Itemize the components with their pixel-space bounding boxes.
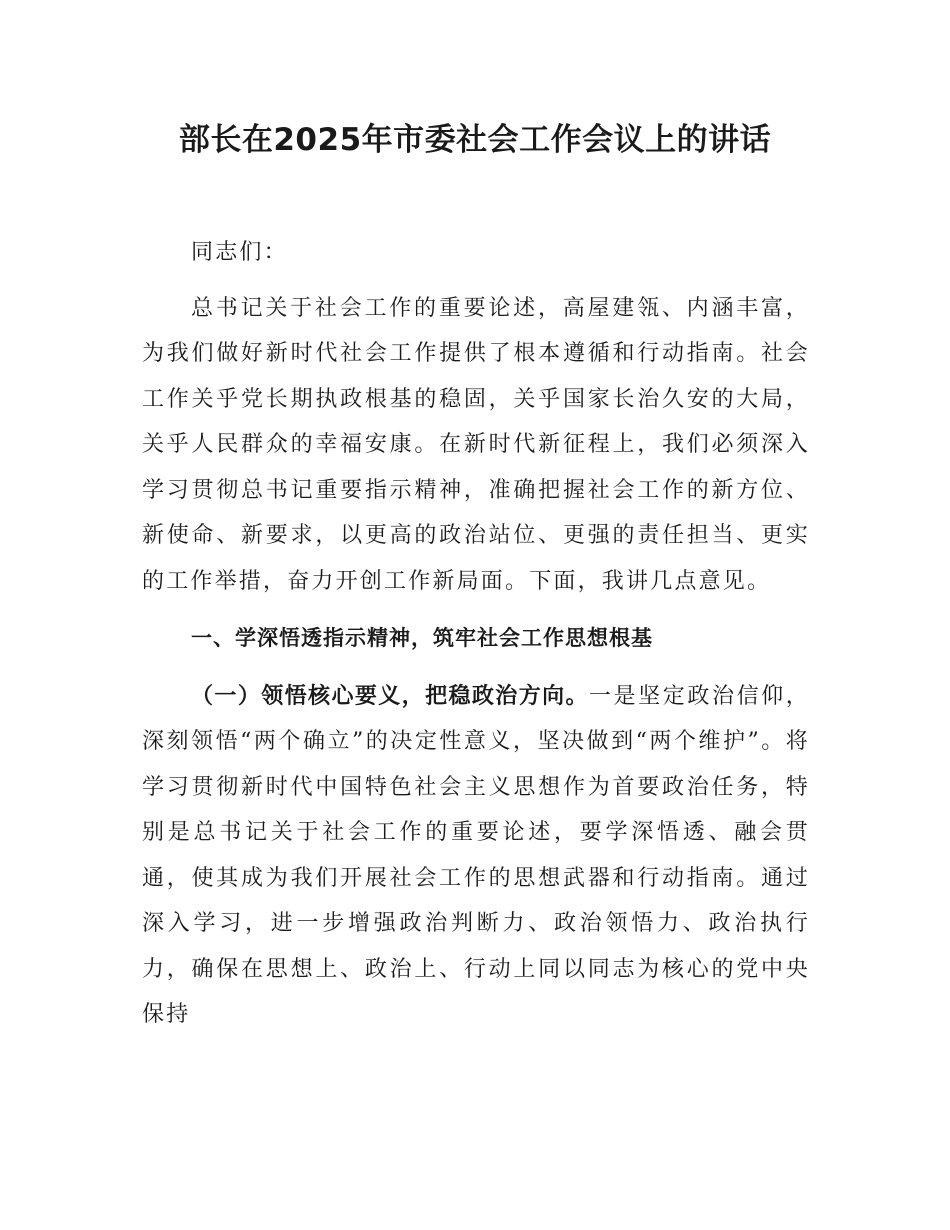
salutation: 同志们： — [191, 240, 288, 265]
intro-paragraph: 总书记关于社会工作的重要论述，高屋建瓴、内涵丰富，为我们做好新时代社会工作提供了根本遵循和行动指南。社会工作关乎党长期执政根基的稳固，关乎国家长治久安的大局，关乎人民群众的幸福安康。在新时代新征程上，我们必须深入学习贯彻总书记重要指示精神，准确把握社会工作的新方位、新使命、新要求，以更高的政治站位、更强的责任担当、更实的工作举措，奋力开创工作新局面。下面，我讲几点意见。 — [142, 295, 810, 594]
document-body — [142, 230, 810, 1038]
subsection-body-1: 一是坚定政治信仰，深刻领悟“两个确立”的决定性意义，坚决做到“两个维护”。将学习贯彻新时代中国特色社会主义思想作为首要政治任务，特别是总书记关于社会工作的重要论述，要学深悟透、融会贯通，使其成为我们开展社会工作的思想武器和行动指南。通过深入学习，进一步增强政治判断力、政治领悟力、政治执行力，确保在思想上、政治上、行动上同以同志为核心的党中央保持 — [142, 683, 810, 1027]
document-title: 部长在2025年市委社会工作会议上的讲话 — [178, 122, 772, 158]
section-heading-1: 一、学深悟透指示精神，筑牢社会工作思想根基 — [191, 626, 653, 650]
subsection-heading-1: （一）领悟核心要义，把稳政治方向。 — [191, 683, 589, 709]
subsection-paragraph-1 — [142, 674, 810, 1038]
